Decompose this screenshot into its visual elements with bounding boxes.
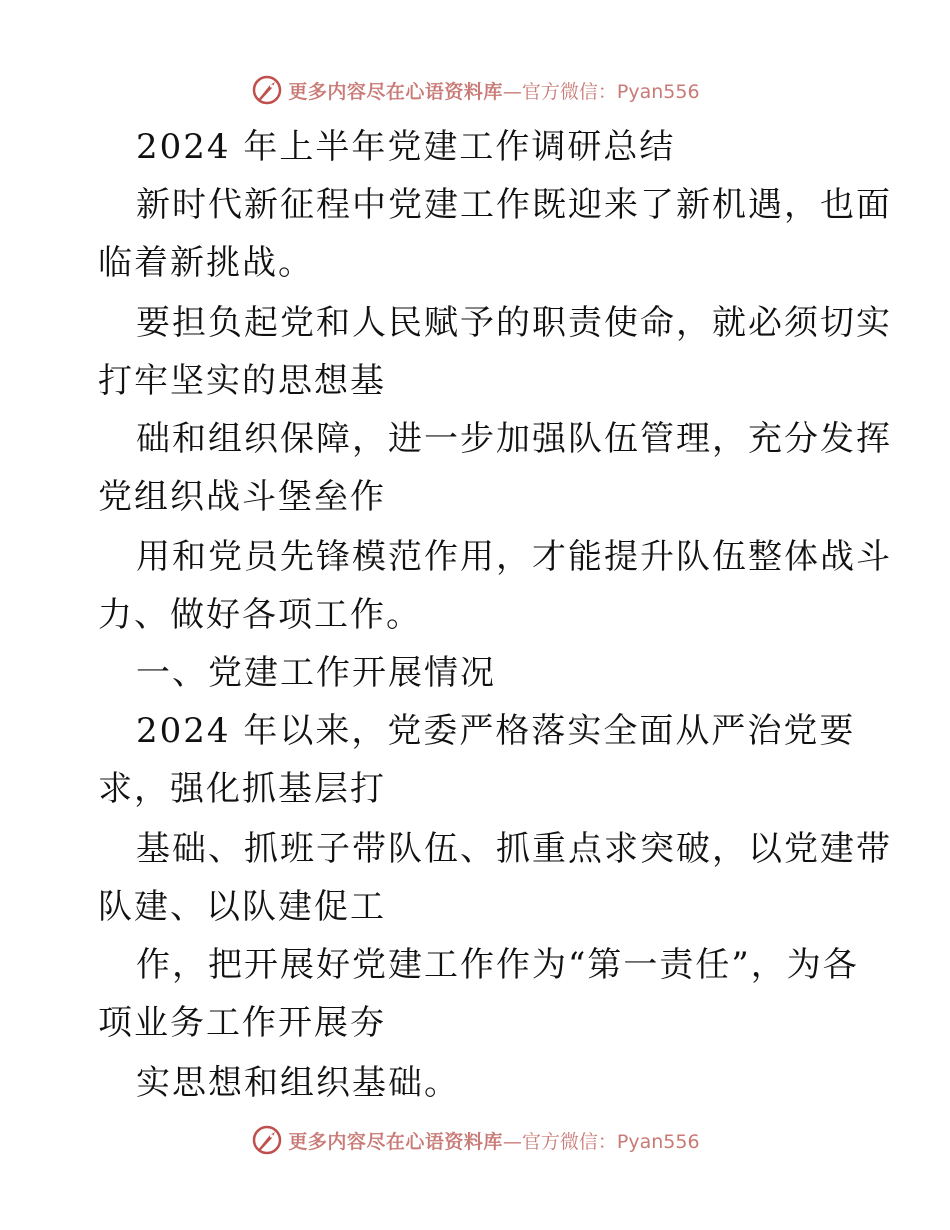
- section-heading: 一、党建工作开展情况: [136, 653, 496, 693]
- paragraph-line: 力、做好各项工作。: [98, 595, 422, 635]
- paragraph-line: 临着新挑战。: [98, 243, 314, 283]
- paragraph-line: 2024 年以来，党委严格落实全面从严治党要: [136, 711, 856, 751]
- watermark-main-text: 更多内容尽在心语资料库: [288, 1130, 503, 1153]
- watermark-main-text: 更多内容尽在心语资料库: [288, 80, 503, 103]
- paragraph-line: 用和党员先锋模范作用，才能提升队伍整体战斗: [136, 537, 892, 577]
- watermark-wechat-text: —官方微信：Pyan556: [502, 1130, 700, 1153]
- footer-watermark: [0, 1120, 950, 1160]
- header-watermark: [0, 70, 950, 110]
- document-title: 2024 年上半年党建工作调研总结: [136, 127, 676, 167]
- paragraph-line: 基础、抓班子带队伍、抓重点求突破，以党建带: [136, 829, 892, 869]
- pen-nib-logo-icon: [250, 1123, 284, 1157]
- paragraph-line: 党组织战斗堡垒作: [98, 477, 386, 517]
- paragraph-line: 队建、以队建促工: [98, 887, 386, 927]
- watermark-wechat-text: —官方微信：Pyan556: [502, 80, 700, 103]
- pen-nib-logo-icon: [250, 73, 284, 107]
- paragraph-line: 作，把开展好党建工作作为“第一责任”，为各: [136, 945, 859, 985]
- paragraph-line: 新时代新征程中党建工作既迎来了新机遇，也面: [136, 185, 892, 225]
- paragraph-line: 础和组织保障，进一步加强队伍管理，充分发挥: [136, 419, 892, 459]
- paragraph-line: 实思想和组织基础。: [136, 1063, 460, 1103]
- paragraph-line: 项业务工作开展夯: [98, 1003, 386, 1043]
- paragraph-line: 要担负起党和人民赋予的职责使命，就必须切实: [136, 303, 892, 343]
- paragraph-line: 打牢坚实的思想基: [98, 361, 386, 401]
- paragraph-line: 求，强化抓基层打: [98, 769, 386, 809]
